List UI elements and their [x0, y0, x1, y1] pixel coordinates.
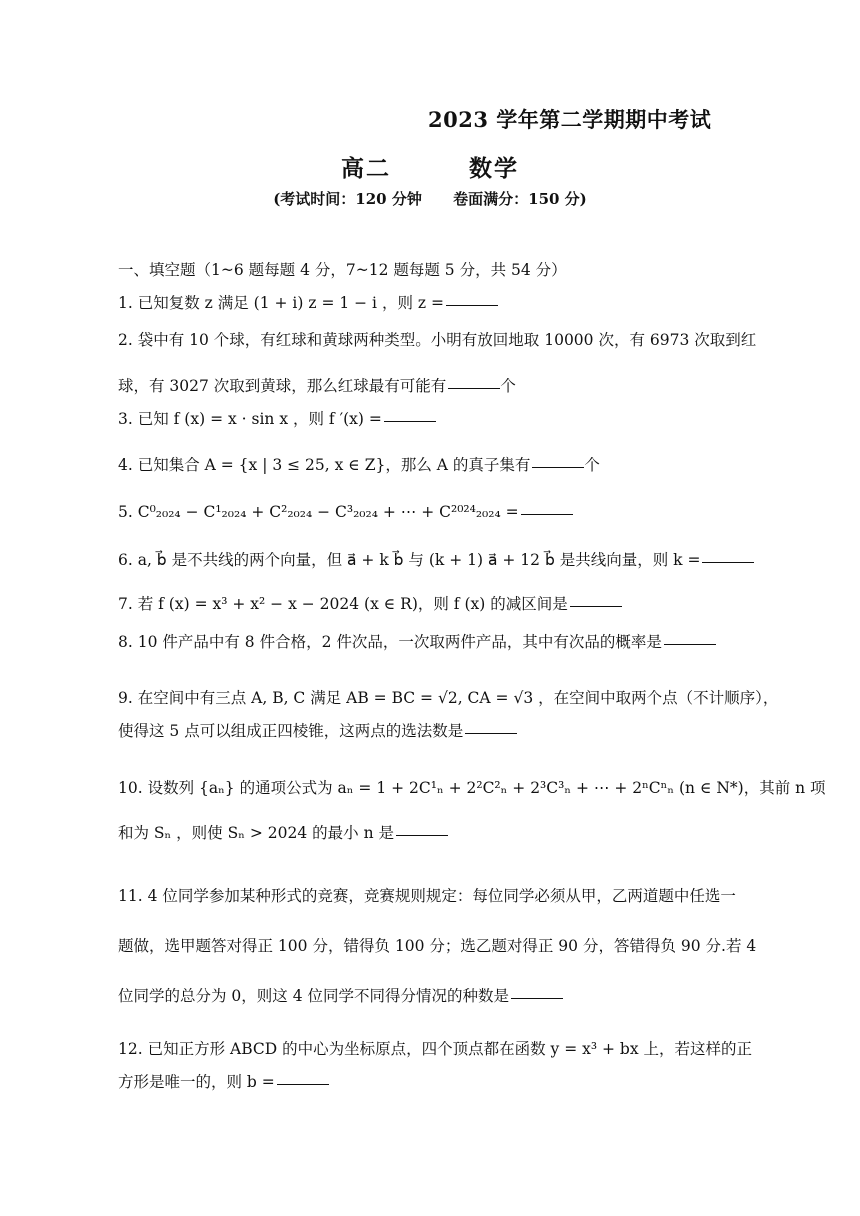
question-11-line-3: 位同学的总分为 0，则这 4 位同学不同得分情况的种数是	[118, 987, 510, 1005]
question-7-text: 7. 若 f (x) = x³ + x² − x − 2024 (x ∈ R)，则 f (x) 的减区间是	[118, 595, 568, 613]
question-2	[118, 328, 757, 398]
question-4-text: 4. 已知集合 A = {x | 3 ≤ 25, x ∈ Z}，那么 A 的真子集有	[118, 456, 531, 474]
question-2-line-1: 2. 袋中有 10 个球，有红球和黄球两种类型。小明有放回地取 10000 次，有 6973 次取到红	[118, 331, 757, 349]
question-5	[118, 500, 748, 524]
question-8	[118, 630, 748, 654]
question-9-line-1: 9. 在空间中有三点 A, B, C 满足 AB = BC = √2, CA = √3 ，在空间中取两个点（不计顺序），	[118, 689, 779, 707]
question-6	[118, 548, 748, 572]
question-9	[118, 686, 779, 743]
exam-info: (考试时间：120 分钟 卷面满分：150 分)	[273, 190, 587, 208]
answer-blank	[384, 420, 436, 422]
section-heading: 一、填空题（1~6 题每题 4 分，7~12 题每题 5 分，共 54 分）	[118, 261, 567, 279]
question-11-line-1: 11. 4 位同学参加某种形式的竞赛，竞赛规则规定：每位同学必须从甲，乙两道题中任选一	[118, 887, 736, 905]
exam-title: 2023 学年第二学期期中考试	[428, 107, 712, 132]
question-2-unit: 个	[500, 377, 516, 395]
question-3	[118, 407, 748, 431]
question-11	[118, 884, 757, 1008]
question-10	[118, 776, 826, 845]
answer-blank	[521, 513, 573, 515]
answer-blank	[664, 643, 716, 645]
answer-blank	[570, 605, 622, 607]
question-2-line-2: 球，有 3027 次取到黄球，那么红球最有可能有	[118, 377, 447, 395]
question-10-line-1: 10. 设数列 {aₙ} 的通项公式为 aₙ = 1 + 2C¹ₙ + 2²C²ₙ + 2³C³ₙ + ⋯ + 2ⁿCⁿₙ (n ∈ N*)，其前 n 项	[118, 779, 826, 797]
question-8-text: 8. 10 件产品中有 8 件合格，2 件次品，一次取两件产品，其中有次品的概率是	[118, 633, 662, 651]
question-3-text: 3. 已知 f (x) = x · sin x ，则 f ′(x) =	[118, 410, 382, 428]
answer-blank	[446, 304, 498, 306]
question-12-line-1: 12. 已知正方形 ABCD 的中心为坐标原点，四个顶点都在函数 y = x³ + bx 上，若这样的正	[118, 1040, 753, 1058]
question-4	[118, 453, 748, 477]
question-1	[118, 291, 748, 315]
answer-blank	[465, 732, 517, 734]
question-6-text: 6. a, b⃗ 是不共线的两个向量，但 a⃗ + k b⃗ 与 (k + 1) a⃗ + 12 b⃗ 是共线向量，则 k =	[118, 551, 701, 569]
question-7	[118, 592, 748, 616]
answer-blank	[702, 561, 754, 563]
question-12-line-2: 方形是唯一的，则 b =	[118, 1073, 275, 1091]
answer-blank	[532, 466, 584, 468]
question-12	[118, 1037, 753, 1094]
answer-blank	[511, 997, 563, 999]
question-4-unit: 个	[584, 456, 600, 474]
question-10-line-2: 和为 Sₙ ，则使 Sₙ > 2024 的最小 n 是	[118, 824, 394, 842]
question-5-text: 5. C⁰₂₀₂₄ − C¹₂₀₂₄ + C²₂₀₂₄ − C³₂₀₂₄ + ⋯ + C²⁰²⁴₂₀₂₄ =	[118, 503, 519, 521]
question-11-line-2: 题做，选甲题答对得正 100 分，错得负 100 分；选乙题对得正 90 分，答错得负 90 分.若 4	[118, 937, 757, 955]
answer-blank	[277, 1083, 329, 1085]
question-9-line-2: 使得这 5 点可以组成正四棱锥，这两点的选法数是	[118, 722, 464, 740]
question-1-text: 1. 已知复数 z 满足 (1 + i) z = 1 − i ，则 z =	[118, 294, 444, 312]
answer-blank	[396, 834, 448, 836]
answer-blank	[448, 387, 500, 389]
subject-heading: 高二 数学	[340, 155, 520, 182]
